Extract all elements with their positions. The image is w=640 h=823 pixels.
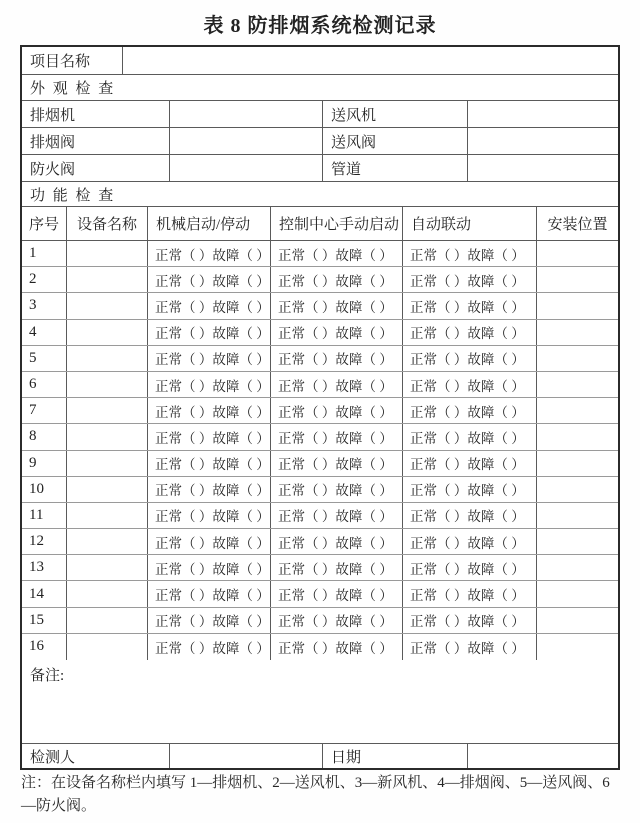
install-location-cell <box>537 529 618 554</box>
mechanical-status-cell: 正常（ ）故障（ ） <box>148 608 271 633</box>
manual-start-status-cell: 正常（ ）故障（ ） <box>271 581 403 606</box>
row-number-cell: 14 <box>22 581 67 606</box>
function-section-row <box>22 182 618 207</box>
device-name-cell <box>67 529 148 554</box>
function-table-row <box>22 267 618 293</box>
install-location-cell <box>537 267 618 292</box>
device-name-cell <box>67 267 148 292</box>
device-name-cell <box>67 293 148 318</box>
device-name-cell <box>67 346 148 371</box>
device-label: 送风机 <box>323 101 468 127</box>
function-rows <box>22 241 618 660</box>
auto-linkage-status-cell: 正常（ ）故障（ ） <box>403 555 537 580</box>
device-name-cell <box>67 608 148 633</box>
row-number-cell: 7 <box>22 398 67 423</box>
install-location-cell <box>537 581 618 606</box>
device-name-cell <box>67 503 148 528</box>
device-label: 防火阀 <box>22 155 170 181</box>
manual-start-status-cell: 正常（ ）故障（ ） <box>271 451 403 476</box>
page-title: 表 8 防排烟系统检测记录 <box>203 15 437 37</box>
column-header-device: 设备名称 <box>67 207 148 240</box>
install-location-cell <box>537 477 618 502</box>
device-name-cell <box>67 555 148 580</box>
manual-start-status-cell: 正常（ ）故障（ ） <box>271 424 403 449</box>
device-label: 送风阀 <box>323 128 468 154</box>
install-location-cell <box>537 555 618 580</box>
install-location-cell <box>537 293 618 318</box>
function-table-header-row <box>22 207 618 241</box>
install-location-cell <box>537 503 618 528</box>
device-name-cell <box>67 451 148 476</box>
manual-start-status-cell: 正常（ ）故障（ ） <box>271 555 403 580</box>
device-name-cell <box>67 581 148 606</box>
device-value-cell <box>468 155 618 181</box>
row-number-cell: 8 <box>22 424 67 449</box>
appearance-row <box>22 155 618 182</box>
row-number-cell: 4 <box>22 320 67 345</box>
install-location-cell <box>537 241 618 266</box>
function-table-row <box>22 529 618 555</box>
appearance-row <box>22 128 618 155</box>
mechanical-status-cell: 正常（ ）故障（ ） <box>148 555 271 580</box>
manual-start-status-cell: 正常（ ）故障（ ） <box>271 241 403 266</box>
project-name-label: 项目名称 <box>22 47 123 74</box>
column-header-manual: 控制中心手动启动 <box>271 207 403 240</box>
mechanical-status-cell: 正常（ ）故障（ ） <box>148 267 271 292</box>
row-number-cell: 2 <box>22 267 67 292</box>
appearance-section-header: 外 观 检 查 <box>30 81 116 97</box>
auto-linkage-status-cell: 正常（ ）故障（ ） <box>403 346 537 371</box>
mechanical-status-cell: 正常（ ）故障（ ） <box>148 320 271 345</box>
manual-start-status-cell: 正常（ ）故障（ ） <box>271 346 403 371</box>
mechanical-status-cell: 正常（ ）故障（ ） <box>148 503 271 528</box>
function-table-row <box>22 608 618 634</box>
date-label: 日期 <box>323 744 468 768</box>
install-location-cell <box>537 608 618 633</box>
mechanical-status-cell: 正常（ ）故障（ ） <box>148 241 271 266</box>
device-value-cell <box>170 101 323 127</box>
device-value-cell <box>468 101 618 127</box>
mechanical-status-cell: 正常（ ）故障（ ） <box>148 634 271 660</box>
device-name-cell <box>67 477 148 502</box>
mechanical-status-cell: 正常（ ）故障（ ） <box>148 293 271 318</box>
manual-start-status-cell: 正常（ ）故障（ ） <box>271 503 403 528</box>
install-location-cell <box>537 398 618 423</box>
auto-linkage-status-cell: 正常（ ）故障（ ） <box>403 503 537 528</box>
function-section-header: 功 能 检 查 <box>30 187 116 204</box>
auto-linkage-status-cell: 正常（ ）故障（ ） <box>403 320 537 345</box>
manual-start-status-cell: 正常（ ）故障（ ） <box>271 320 403 345</box>
row-number-cell: 11 <box>22 503 67 528</box>
column-header-no: 序号 <box>22 207 67 240</box>
row-number-cell: 15 <box>22 608 67 633</box>
auto-linkage-status-cell: 正常（ ）故障（ ） <box>403 529 537 554</box>
row-number-cell: 10 <box>22 477 67 502</box>
function-table-row <box>22 346 618 372</box>
mechanical-status-cell: 正常（ ）故障（ ） <box>148 477 271 502</box>
manual-start-status-cell: 正常（ ）故障（ ） <box>271 398 403 423</box>
device-name-cell <box>67 372 148 397</box>
auto-linkage-status-cell: 正常（ ）故障（ ） <box>403 241 537 266</box>
row-number-cell: 3 <box>22 293 67 318</box>
device-value-cell <box>468 128 618 154</box>
function-table-row <box>22 581 618 607</box>
mechanical-status-cell: 正常（ ）故障（ ） <box>148 529 271 554</box>
remarks-row <box>22 660 618 744</box>
mechanical-status-cell: 正常（ ）故障（ ） <box>148 451 271 476</box>
row-number-cell: 6 <box>22 372 67 397</box>
device-label: 管道 <box>323 155 468 181</box>
function-table-row <box>22 451 618 477</box>
function-table-row <box>22 555 618 581</box>
column-header-location: 安装位置 <box>547 217 608 233</box>
inspector-label: 检测人 <box>22 744 170 768</box>
column-header-mechanical: 机械启动/停动 <box>148 207 271 240</box>
device-name-cell <box>67 241 148 266</box>
manual-start-status-cell: 正常（ ）故障（ ） <box>271 634 403 660</box>
function-table-row <box>22 320 618 346</box>
device-value-cell <box>170 128 323 154</box>
device-label: 排烟阀 <box>22 128 170 154</box>
row-number-cell: 9 <box>22 451 67 476</box>
auto-linkage-status-cell: 正常（ ）故障（ ） <box>403 293 537 318</box>
auto-linkage-status-cell: 正常（ ）故障（ ） <box>403 451 537 476</box>
auto-linkage-status-cell: 正常（ ）故障（ ） <box>403 424 537 449</box>
manual-start-status-cell: 正常（ ）故障（ ） <box>271 267 403 292</box>
inspector-value-cell <box>170 744 323 768</box>
function-table-row <box>22 503 618 529</box>
device-name-cell <box>67 398 148 423</box>
appearance-section-row <box>22 75 618 101</box>
device-name-cell <box>67 424 148 449</box>
row-number-cell: 5 <box>22 346 67 371</box>
auto-linkage-status-cell: 正常（ ）故障（ ） <box>403 267 537 292</box>
install-location-cell <box>537 320 618 345</box>
remarks-label: 备注: <box>30 668 65 684</box>
manual-start-status-cell: 正常（ ）故障（ ） <box>271 372 403 397</box>
device-label: 排烟机 <box>22 101 170 127</box>
install-location-cell <box>537 451 618 476</box>
device-value-cell <box>170 155 323 181</box>
manual-start-status-cell: 正常（ ）故障（ ） <box>271 477 403 502</box>
manual-start-status-cell: 正常（ ）故障（ ） <box>271 529 403 554</box>
row-number-cell: 12 <box>22 529 67 554</box>
install-location-cell <box>537 346 618 371</box>
footnote: 注：在设备名称栏内填写 1—排烟机、2—送风机、3—新风机、4—排烟阀、5—送风阀、6—防火阀。 <box>21 775 610 814</box>
function-table-row <box>22 372 618 398</box>
function-table-row <box>22 293 618 319</box>
mechanical-status-cell: 正常（ ）故障（ ） <box>148 581 271 606</box>
row-number-cell: 1 <box>22 241 67 266</box>
auto-linkage-status-cell: 正常（ ）故障（ ） <box>403 398 537 423</box>
row-number-cell: 13 <box>22 555 67 580</box>
manual-start-status-cell: 正常（ ）故障（ ） <box>271 293 403 318</box>
function-table-row <box>22 424 618 450</box>
mechanical-status-cell: 正常（ ）故障（ ） <box>148 398 271 423</box>
function-table-row <box>22 477 618 503</box>
install-location-cell <box>537 634 618 660</box>
device-name-cell <box>67 634 148 660</box>
function-table-row <box>22 634 618 660</box>
appearance-row <box>22 101 618 128</box>
mechanical-status-cell: 正常（ ）故障（ ） <box>148 346 271 371</box>
column-header-auto: 自动联动 <box>403 207 537 240</box>
auto-linkage-status-cell: 正常（ ）故障（ ） <box>403 608 537 633</box>
device-name-cell <box>67 320 148 345</box>
function-table-row <box>22 241 618 267</box>
auto-linkage-status-cell: 正常（ ）故障（ ） <box>403 372 537 397</box>
manual-start-status-cell: 正常（ ）故障（ ） <box>271 608 403 633</box>
project-name-row <box>22 47 618 75</box>
footer-row <box>22 744 618 768</box>
row-number-cell: 16 <box>22 634 67 660</box>
mechanical-status-cell: 正常（ ）故障（ ） <box>148 372 271 397</box>
install-location-cell <box>537 424 618 449</box>
auto-linkage-status-cell: 正常（ ）故障（ ） <box>403 477 537 502</box>
auto-linkage-status-cell: 正常（ ）故障（ ） <box>403 634 537 660</box>
function-table-row <box>22 398 618 424</box>
date-value-cell <box>468 744 618 768</box>
install-location-cell <box>537 372 618 397</box>
mechanical-status-cell: 正常（ ）故障（ ） <box>148 424 271 449</box>
project-name-value-cell <box>123 47 618 74</box>
inspection-form-table <box>20 45 620 770</box>
auto-linkage-status-cell: 正常（ ）故障（ ） <box>403 581 537 606</box>
